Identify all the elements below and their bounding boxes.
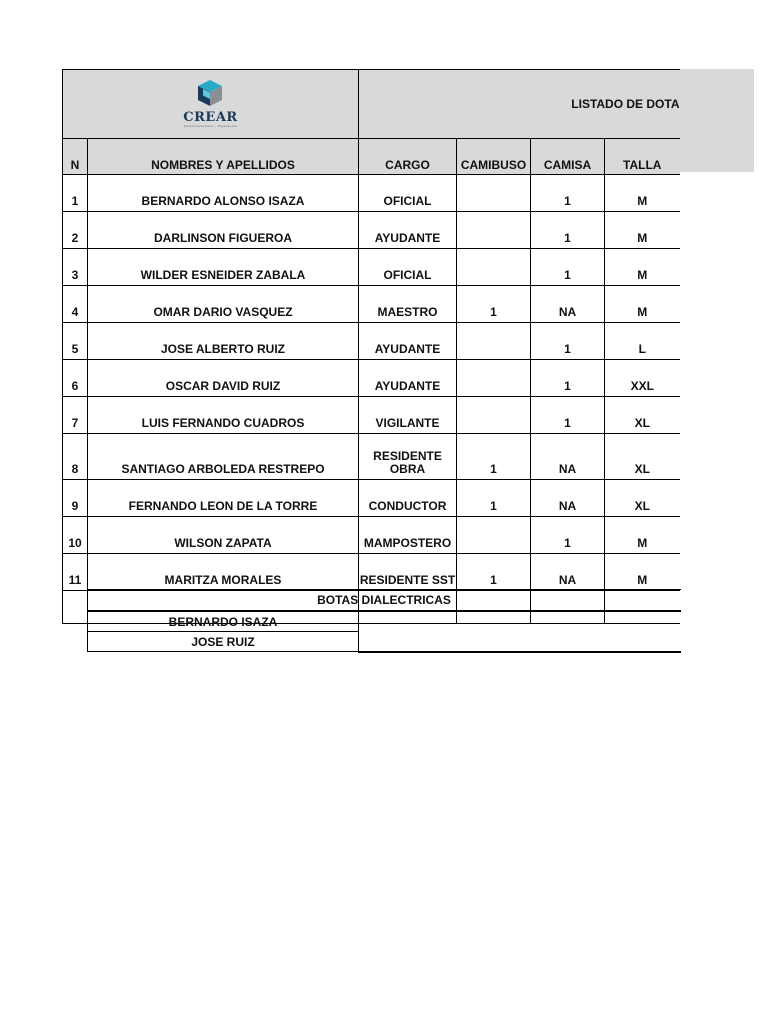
cell-name: SANTIAGO ARBOLEDA RESTREPO [88, 434, 359, 480]
table-row [63, 249, 680, 286]
cell-camisa: 1 [531, 397, 605, 434]
company-logo [183, 78, 237, 127]
table-row [63, 175, 680, 212]
cell-camisa: NA [531, 286, 605, 323]
cell-name: OSCAR DAVID RUIZ [88, 360, 359, 397]
cell-name: OMAR DARIO VASQUEZ [88, 286, 359, 323]
logo-tagline: Construcciones · Ingeniería [183, 124, 237, 128]
table-row [63, 286, 680, 323]
cell-name: BERNARDO ALONSO ISAZA [88, 175, 359, 212]
cell-name: WILDER ESNEIDER ZABALA [88, 249, 359, 286]
cell-camisa: NA [531, 434, 605, 480]
dotation-table [62, 69, 680, 624]
cell-n: 11 [63, 554, 88, 591]
cell-name: MARITZA MORALES [88, 554, 359, 591]
cell-camibuso: 1 [457, 434, 531, 480]
col-header-camisa: CAMISA [531, 139, 605, 175]
cell-n: 2 [63, 212, 88, 249]
boots-name-cell: JOSE RUIZ [88, 632, 359, 652]
table-row [63, 434, 680, 480]
cell-talla: XXL [605, 360, 680, 397]
col-header-n: N [63, 139, 88, 175]
cell-n: 1 [63, 175, 88, 212]
page-title: LISTADO DE DOTA [359, 70, 680, 139]
boots-table [87, 589, 681, 653]
cell-camibuso [457, 517, 531, 554]
col-header-camibuso: CAMIBUSO [457, 139, 531, 175]
cell-role: AYUDANTE [359, 212, 457, 249]
boots-empty-cell [359, 611, 681, 652]
cell-name: DARLINSON FIGUEROA [88, 212, 359, 249]
col-header-name: NOMBRES Y APELLIDOS [88, 139, 359, 175]
column-header-row [63, 139, 680, 175]
cell-n: 9 [63, 480, 88, 517]
cell-role: RESIDENTE SST [359, 554, 457, 591]
cell-talla: XL [605, 480, 680, 517]
cell-camibuso: 1 [457, 286, 531, 323]
table-row [63, 212, 680, 249]
cell-name: FERNANDO LEON DE LA TORRE [88, 480, 359, 517]
cell-role: AYUDANTE [359, 323, 457, 360]
cell-name: WILSON ZAPATA [88, 517, 359, 554]
cell-talla: M [605, 212, 680, 249]
cell-camibuso: 1 [457, 554, 531, 591]
table-row [63, 517, 680, 554]
cell-role: AYUDANTE [359, 360, 457, 397]
boots-title: BOTAS DIALECTRICAS [88, 590, 681, 612]
cell-camibuso [457, 249, 531, 286]
cell-n: 10 [63, 517, 88, 554]
cell-n: 8 [63, 434, 88, 480]
cell-camibuso [457, 212, 531, 249]
cell-role: MAESTRO [359, 286, 457, 323]
cell-talla: M [605, 175, 680, 212]
cell-talla: M [605, 249, 680, 286]
cell-role: OFICIAL [359, 175, 457, 212]
cell-camibuso [457, 360, 531, 397]
cell-camisa: NA [531, 480, 605, 517]
cell-camisa: 1 [531, 175, 605, 212]
empty-cell [63, 591, 88, 624]
table-row [63, 397, 680, 434]
cell-n: 3 [63, 249, 88, 286]
logo-wordmark: CREAR [183, 110, 238, 125]
cell-role: OFICIAL [359, 249, 457, 286]
boots-name-cell: BERNARDO ISAZA [88, 611, 359, 632]
cell-talla: XL [605, 434, 680, 480]
cell-camisa: 1 [531, 323, 605, 360]
logo-cell [63, 70, 359, 139]
cell-name: LUIS FERNANDO CUADROS [88, 397, 359, 434]
cell-camisa: 1 [531, 517, 605, 554]
cell-camibuso [457, 175, 531, 212]
cell-n: 7 [63, 397, 88, 434]
table-row [63, 554, 680, 591]
cell-talla: M [605, 554, 680, 591]
col-header-role: CARGO [359, 139, 457, 175]
cell-talla: L [605, 323, 680, 360]
cell-talla: XL [605, 397, 680, 434]
cell-camisa: 1 [531, 360, 605, 397]
cell-camisa: 1 [531, 249, 605, 286]
cell-n: 5 [63, 323, 88, 360]
cell-role: RESIDENTE OBRA [359, 434, 457, 480]
cell-role: MAMPOSTERO [359, 517, 457, 554]
cube-logo-icon [195, 78, 225, 108]
table-row [63, 360, 680, 397]
table-row [63, 323, 680, 360]
cell-n: 4 [63, 286, 88, 323]
cell-role: VIGILANTE [359, 397, 457, 434]
cell-camibuso [457, 323, 531, 360]
cell-camibuso [457, 397, 531, 434]
cell-talla: M [605, 517, 680, 554]
cell-role: CONDUCTOR [359, 480, 457, 517]
col-header-talla: TALLA [605, 139, 680, 175]
header-fill-band [680, 69, 754, 172]
cell-camisa: 1 [531, 212, 605, 249]
table-header-row [63, 70, 680, 139]
cell-camisa: NA [531, 554, 605, 591]
cell-n: 6 [63, 360, 88, 397]
table-row [63, 480, 680, 517]
cell-camibuso: 1 [457, 480, 531, 517]
cell-name: JOSE ALBERTO RUIZ [88, 323, 359, 360]
cell-talla: M [605, 286, 680, 323]
